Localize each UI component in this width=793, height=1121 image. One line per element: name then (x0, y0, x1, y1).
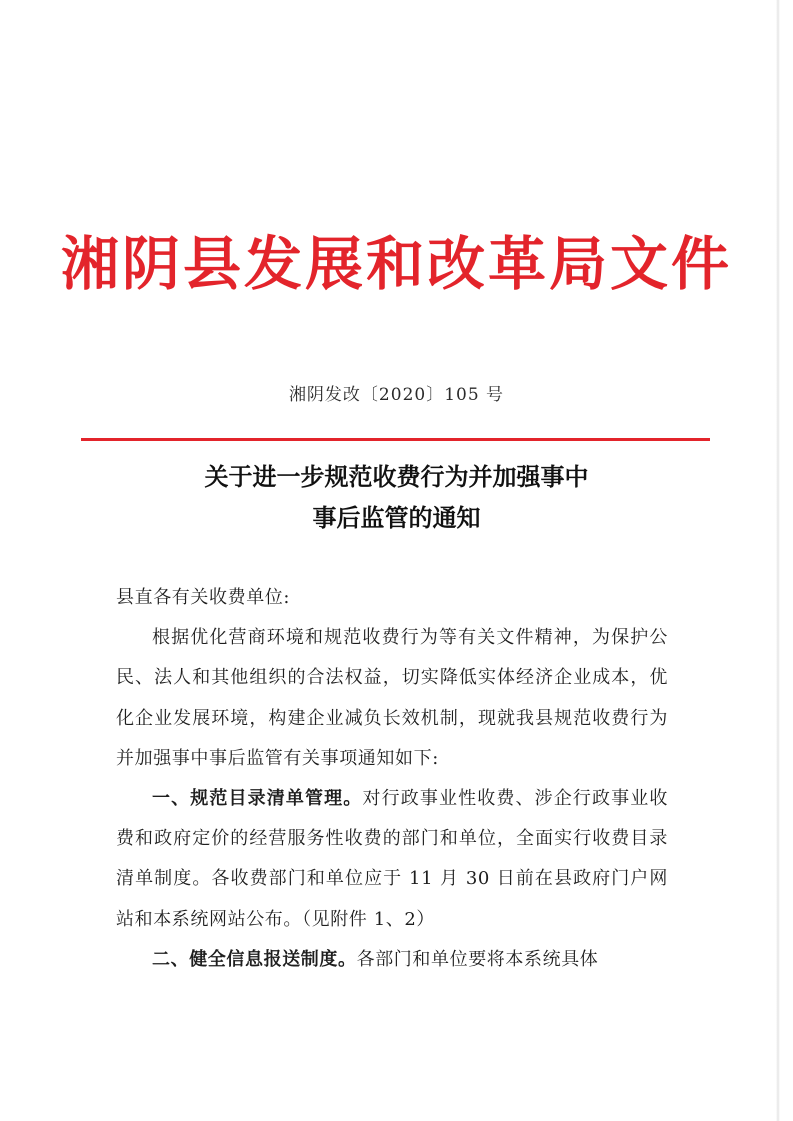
red-separator-line (81, 438, 710, 441)
scan-edge-shadow (776, 0, 780, 1121)
notice-title-line-2: 事后监管的通知 (312, 503, 481, 532)
body-text (116, 578, 668, 980)
section-paragraph-1 (116, 779, 668, 940)
section-heading-2: 二、健全信息报送制度。 (152, 948, 357, 970)
section-paragraph-2 (116, 940, 668, 980)
salutation: 县直各有关收费单位: (116, 587, 291, 608)
notice-title-line-1: 关于进一步规范收费行为并加强事中 (204, 462, 589, 491)
section-text-1: 对行政事业性收费、涉企行政事业收费和政府定价的经营服务性收费的部门和单位，全面实行收费目录清单制度。各收费部门和单位应于 11 月 30 日前在县政府门户网站和本系统网站公布。（见附件 1、2） (116, 788, 668, 930)
document-number: 湘阴发改〔2020〕105 号 (288, 385, 505, 405)
notice-title (0, 456, 793, 538)
section-text-2: 各部门和单位要将本系统具体 (356, 948, 599, 970)
section-heading-1: 一、规范目录清单管理。 (152, 788, 363, 810)
issuer-header: 湘阴县发展和改革局文件 (60, 230, 732, 298)
intro-paragraph: 根据优化营商环境和规范收费行为等有关文件精神，为保护公民、法人和其他组织的合法权益，切实降低实体经济企业成本，优化企业发展环境，构建企业减负长效机制，现就我县规范收费行为并加强事中事后监管有关事项通知如下: (116, 627, 668, 769)
